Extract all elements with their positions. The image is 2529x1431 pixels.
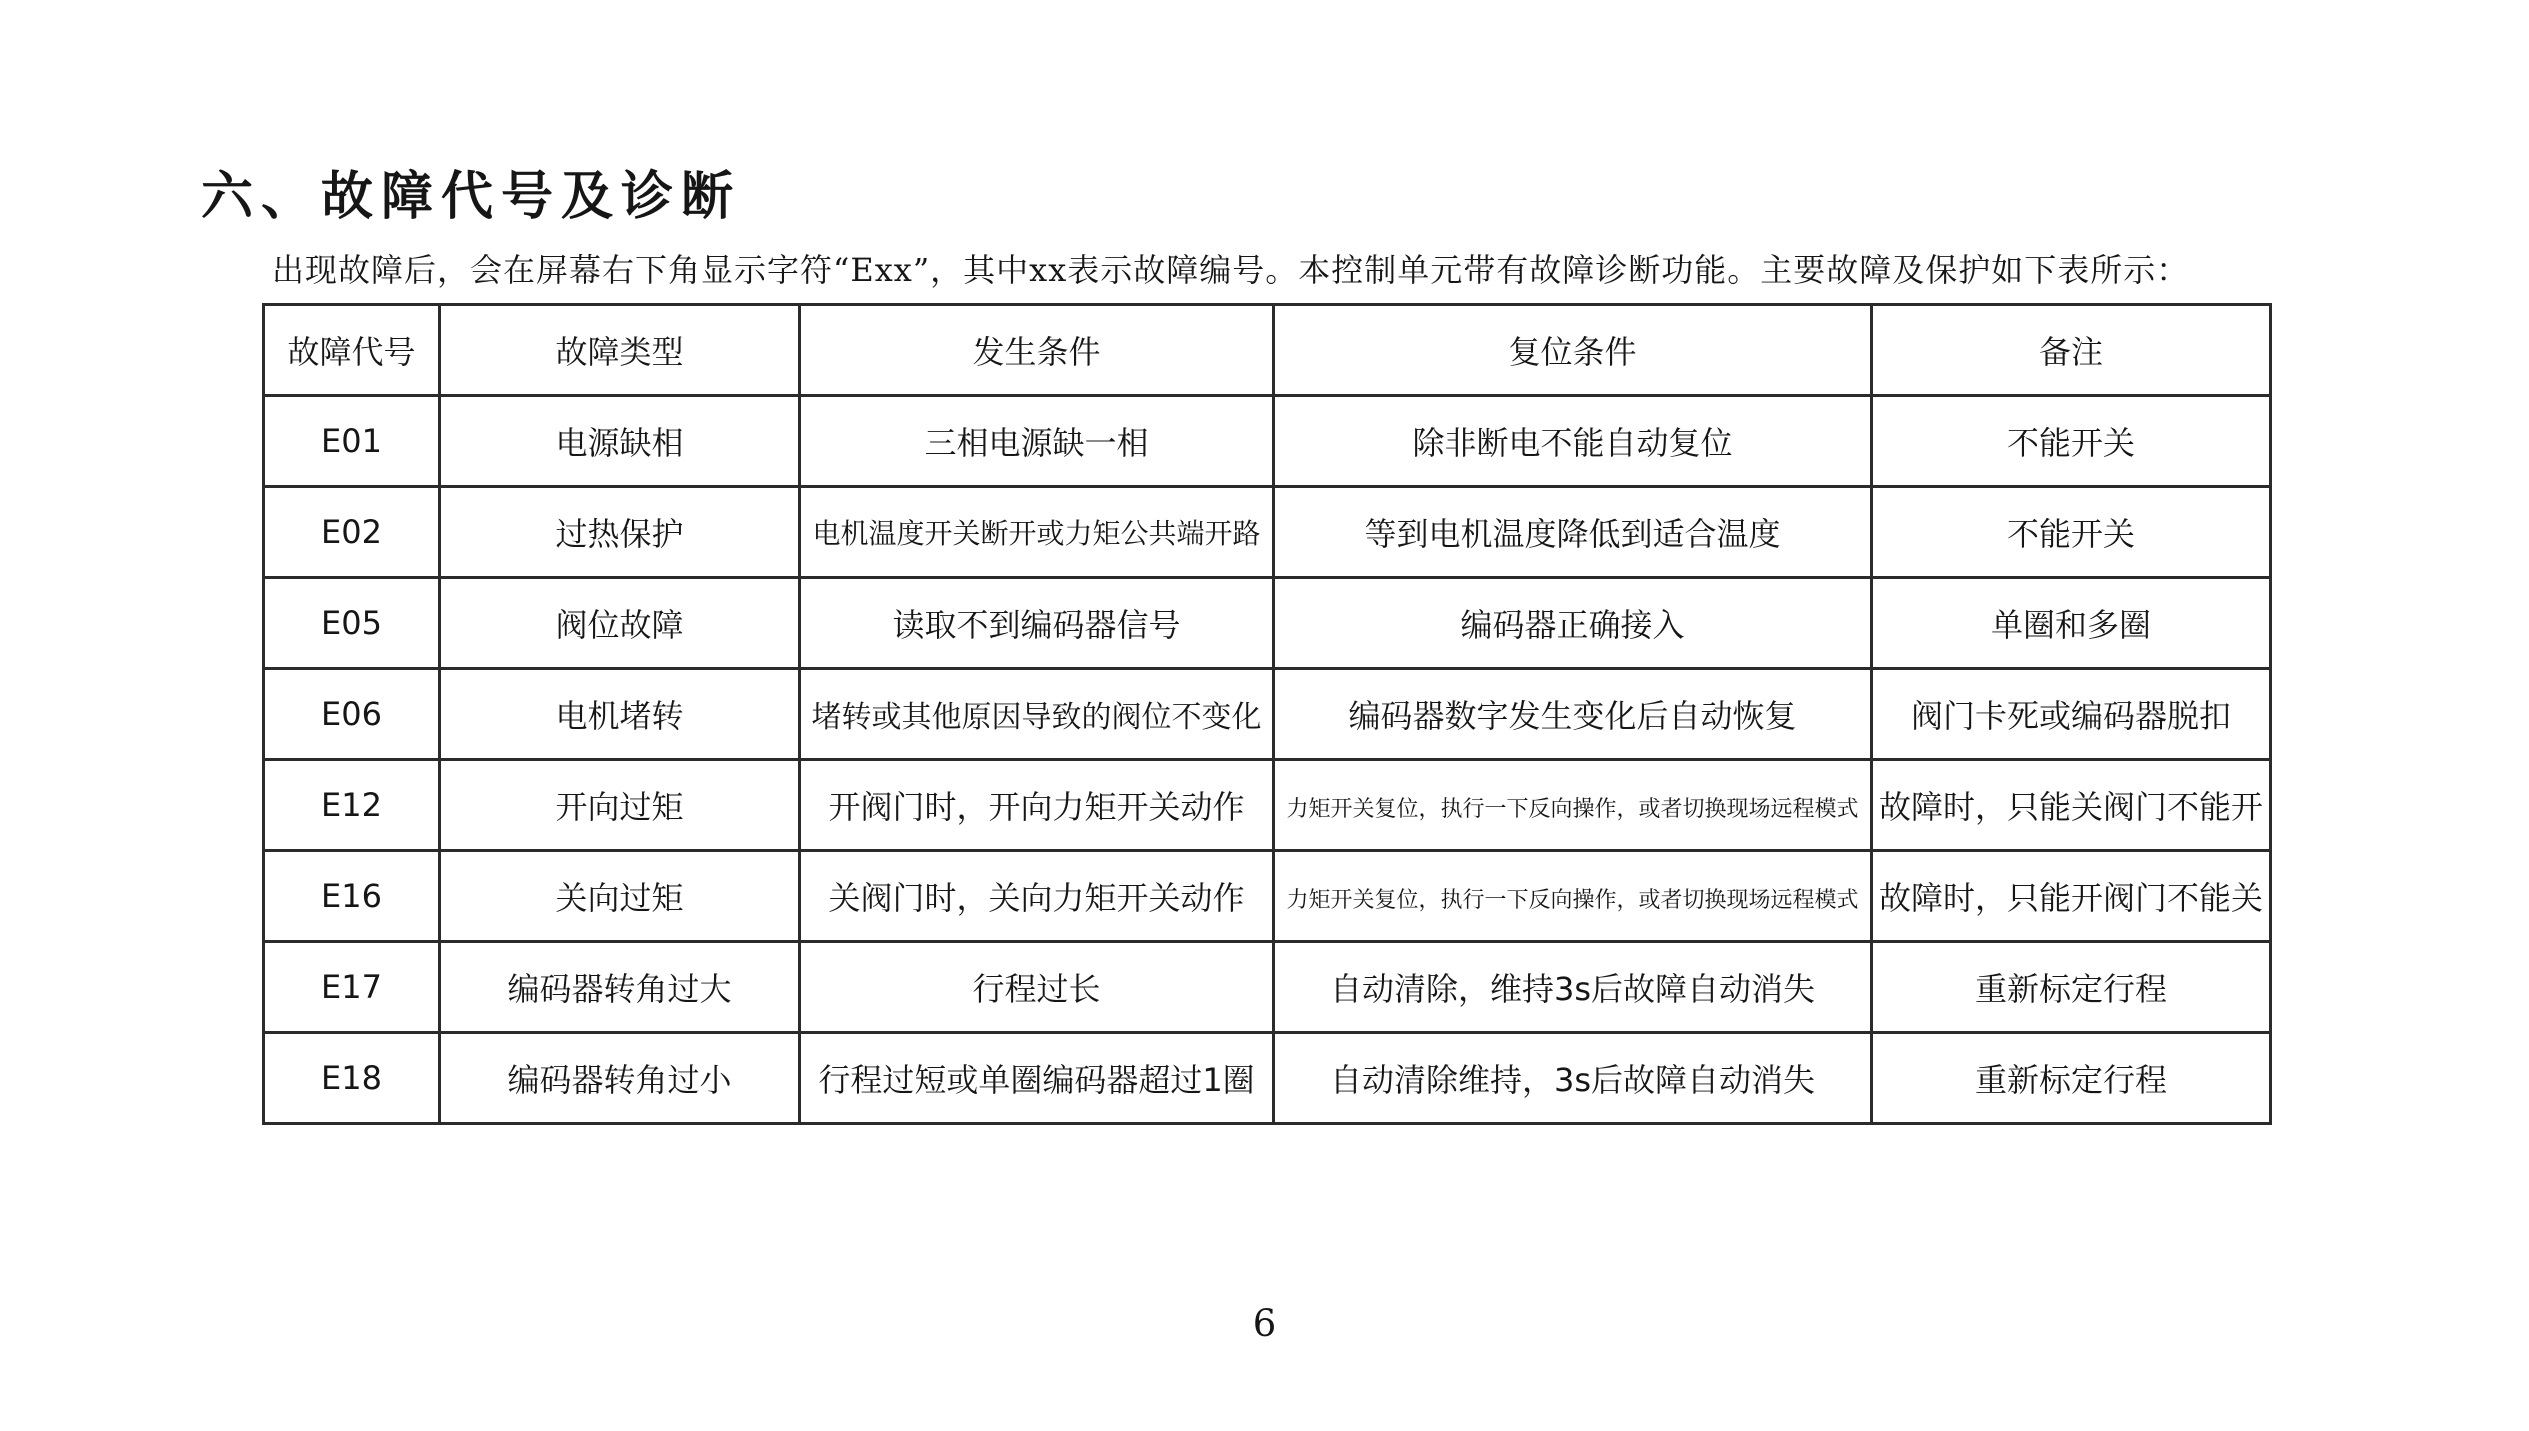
reset-condition-cell (1274, 1033, 1872, 1124)
table-row (264, 1033, 2271, 1124)
header-row (264, 305, 2271, 396)
remark-cell-text: 不能开关 (2006, 424, 2135, 462)
fault-type-cell (440, 578, 800, 669)
fault-code-cell (264, 396, 440, 487)
remark-cell (1872, 578, 2271, 669)
reset-condition-cell-text: 力矩开关复位，执行一下反向操作，或者切换现场远程模式 (1286, 888, 1859, 913)
occurrence-condition-cell (800, 578, 1274, 669)
column-header-reset-condition-label: 复位条件 (1508, 333, 1637, 371)
fault-code-cell-text: E06 (321, 695, 382, 733)
occurrence-condition-cell (800, 396, 1274, 487)
remark-cell (1872, 487, 2271, 578)
remark-cell (1872, 760, 2271, 851)
remark-cell-text: 故障时，只能关阀门不能开 (1878, 788, 2263, 826)
occurrence-condition-cell (800, 1033, 1274, 1124)
table-row (264, 669, 2271, 760)
reset-condition-cell (1274, 942, 1872, 1033)
fault-code-cell (264, 487, 440, 578)
fault-code-cell (264, 760, 440, 851)
fault-type-cell-text: 过热保护 (555, 515, 684, 553)
reset-condition-cell-text: 编码器正确接入 (1460, 606, 1685, 644)
fault-code-cell-text: E12 (321, 786, 382, 824)
fault-type-cell-text: 电源缺相 (555, 424, 684, 462)
column-header-remark-label: 备注 (2038, 333, 2103, 371)
fault-type-cell (440, 942, 800, 1033)
intro-paragraph: 出现故障后，会在屏幕右下角显示字符“Exx”，其中xx表示故障编号。本控制单元带有故障诊断功能。主要故障及保护如下表所示： (272, 251, 2190, 289)
reset-condition-cell-text: 等到电机温度降低到适合温度 (1364, 515, 1781, 553)
fault-code-cell-text: E17 (321, 968, 382, 1006)
fault-code-cell (264, 578, 440, 669)
fault-code-cell (264, 851, 440, 942)
fault-code-cell-text: E16 (321, 877, 382, 915)
table-row (264, 396, 2271, 487)
reset-condition-cell-text: 自动清除，维持3s后故障自动消失 (1329, 970, 1816, 1008)
remark-cell (1872, 942, 2271, 1033)
reset-condition-cell (1274, 760, 1872, 851)
fault-type-cell (440, 1033, 800, 1124)
column-header-fault-code-label: 故障代号 (287, 333, 416, 371)
remark-cell-text: 不能开关 (2006, 515, 2135, 553)
table-row (264, 487, 2271, 578)
occurrence-condition-cell-text: 三相电源缺一相 (924, 424, 1149, 462)
remark-cell-text: 单圈和多圈 (1990, 606, 2151, 644)
column-header-fault-type-label: 故障类型 (555, 333, 684, 371)
table-row (264, 578, 2271, 669)
fault-code-table (262, 303, 2272, 1125)
occurrence-condition-cell-text: 关阀门时，关向力矩开关动作 (828, 879, 1245, 917)
column-header-fault-type (440, 305, 800, 396)
occurrence-condition-cell-text: 开阀门时，开向力矩开关动作 (828, 788, 1245, 826)
fault-type-cell-text: 电机堵转 (555, 697, 684, 735)
reset-condition-cell (1274, 669, 1872, 760)
fault-code-cell (264, 669, 440, 760)
column-header-remark (1872, 305, 2271, 396)
reset-condition-cell-text: 自动清除维持，3s后故障自动消失 (1329, 1061, 1816, 1099)
fault-code-cell-text: E05 (321, 604, 382, 642)
table-row (264, 942, 2271, 1033)
fault-code-cell-text: E18 (321, 1059, 382, 1097)
fault-code-cell-text: E01 (321, 422, 382, 460)
reset-condition-cell-text: 除非断电不能自动复位 (1412, 424, 1733, 462)
page-number: 6 (1252, 1302, 1277, 1345)
occurrence-condition-cell (800, 669, 1274, 760)
occurrence-condition-cell-text: 电机温度开关断开或力矩公共端开路 (812, 517, 1261, 550)
fault-code-cell (264, 1033, 440, 1124)
occurrence-condition-cell-text: 行程过长 (972, 970, 1101, 1008)
occurrence-condition-cell-text: 读取不到编码器信号 (892, 606, 1181, 644)
fault-type-cell (440, 396, 800, 487)
fault-type-cell-text: 编码器转角过小 (507, 1061, 732, 1099)
reset-condition-cell-text: 编码器数字发生变化后自动恢复 (1348, 697, 1797, 735)
fault-type-cell (440, 760, 800, 851)
fault-type-cell (440, 669, 800, 760)
section-title: 六、故障代号及诊断 (201, 166, 742, 227)
remark-cell-text: 阀门卡死或编码器脱扣 (1910, 697, 2231, 735)
fault-type-cell-text: 开向过矩 (555, 788, 684, 826)
fault-type-cell (440, 487, 800, 578)
fault-code-cell (264, 942, 440, 1033)
reset-condition-cell (1274, 487, 1872, 578)
table-row (264, 851, 2271, 942)
fault-table-body (264, 396, 2271, 1124)
remark-cell (1872, 396, 2271, 487)
fault-type-cell-text: 阀位故障 (555, 606, 684, 644)
column-header-reset-condition (1274, 305, 1872, 396)
reset-condition-cell (1274, 578, 1872, 669)
remark-cell-text: 重新标定行程 (1974, 1061, 2167, 1099)
column-header-fault-code (264, 305, 440, 396)
occurrence-condition-cell (800, 851, 1274, 942)
remark-cell-text: 故障时，只能开阀门不能关 (1878, 879, 2263, 917)
fault-type-cell-text: 编码器转角过大 (507, 970, 732, 1008)
occurrence-condition-cell (800, 760, 1274, 851)
reset-condition-cell (1274, 396, 1872, 487)
reset-condition-cell-text: 力矩开关复位，执行一下反向操作，或者切换现场远程模式 (1286, 797, 1859, 822)
occurrence-condition-cell (800, 942, 1274, 1033)
table-row (264, 760, 2271, 851)
column-header-occurrence-condition-label: 发生条件 (972, 333, 1101, 371)
fault-code-cell-text: E02 (321, 513, 382, 551)
remark-cell (1872, 851, 2271, 942)
fault-type-cell (440, 851, 800, 942)
reset-condition-cell (1274, 851, 1872, 942)
occurrence-condition-cell (800, 487, 1274, 578)
occurrence-condition-cell-text: 行程过短或单圈编码器超过1圈 (818, 1061, 1255, 1099)
fault-table-header (264, 305, 2271, 396)
column-header-occurrence-condition (800, 305, 1274, 396)
remark-cell (1872, 669, 2271, 760)
remark-cell-text: 重新标定行程 (1974, 970, 2167, 1008)
fault-type-cell-text: 关向过矩 (555, 879, 684, 917)
remark-cell (1872, 1033, 2271, 1124)
occurrence-condition-cell-text: 堵转或其他原因导致的阀位不变化 (811, 700, 1262, 735)
